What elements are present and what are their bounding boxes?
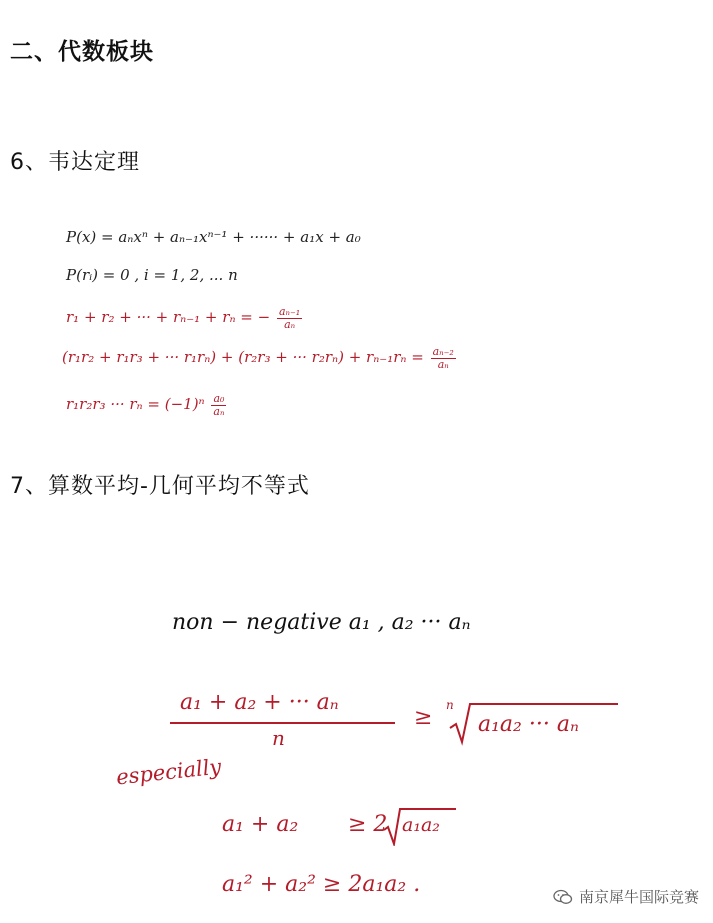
amgm-two-term-left: a₁ + a₂ [222, 812, 299, 837]
amgm-fraction-bar [170, 722, 395, 724]
amgm-squares-inequality: a₁² + a₂² ≥ 2a₁a₂ . [222, 872, 421, 897]
vieta-product-of-roots: r₁r₂r₃ ··· rₙ = (−1)ⁿ $\frac{\text{a₀}}{\text{aₙ}}$ [66, 392, 225, 418]
wechat-icon [553, 889, 573, 905]
amgm-fraction-denominator: n [272, 726, 285, 750]
watermark-text: 南京犀牛国际竞赛 [578, 888, 699, 906]
watermark [553, 886, 699, 907]
amgm-geq-sign: ≥ [414, 705, 433, 730]
especially-note: especially [115, 754, 223, 790]
vieta-title: 6、韦达定理 [10, 150, 140, 175]
amgm-two-term-root-content: a₁a₂ [402, 814, 440, 836]
amgm-nonnegative-condition: non − negative a₁ , a₂ ··· aₙ [172, 610, 471, 635]
vieta-pair-products: (r₁r₂ + r₁r₃ + ··· r₁rₙ) + (r₂r₃ + ··· r₂rₙ) + rₙ₋₁rₙ = $\frac{\text{aₙ₋₂}}{\text{aₙ}}$ [62, 345, 454, 371]
amgm-root-content: a₁a₂ ··· aₙ [478, 712, 579, 737]
amgm-two-term-geq: ≥ 2 [348, 812, 388, 837]
vieta-sum-of-roots: r₁ + r₂ + ··· + rₙ₋₁ + rₙ = − $\frac{\text{aₙ₋₁}}{\text{aₙ}}$ [66, 305, 301, 331]
vieta-polynomial: P(x) = aₙxⁿ + aₙ₋₁xⁿ⁻¹ + ······ + a₁x + a₀ [66, 228, 361, 246]
section-title: 二、代数板块 [10, 39, 154, 65]
amgm-root-index: n [446, 698, 454, 712]
amgm-title: 7、算数平均-几何平均不等式 [10, 474, 310, 499]
vieta-root-condition: P(rᵢ) = 0 , i = 1, 2, ... n [66, 266, 238, 284]
amgm-fraction-numerator: a₁ + a₂ + ··· aₙ [180, 690, 339, 715]
